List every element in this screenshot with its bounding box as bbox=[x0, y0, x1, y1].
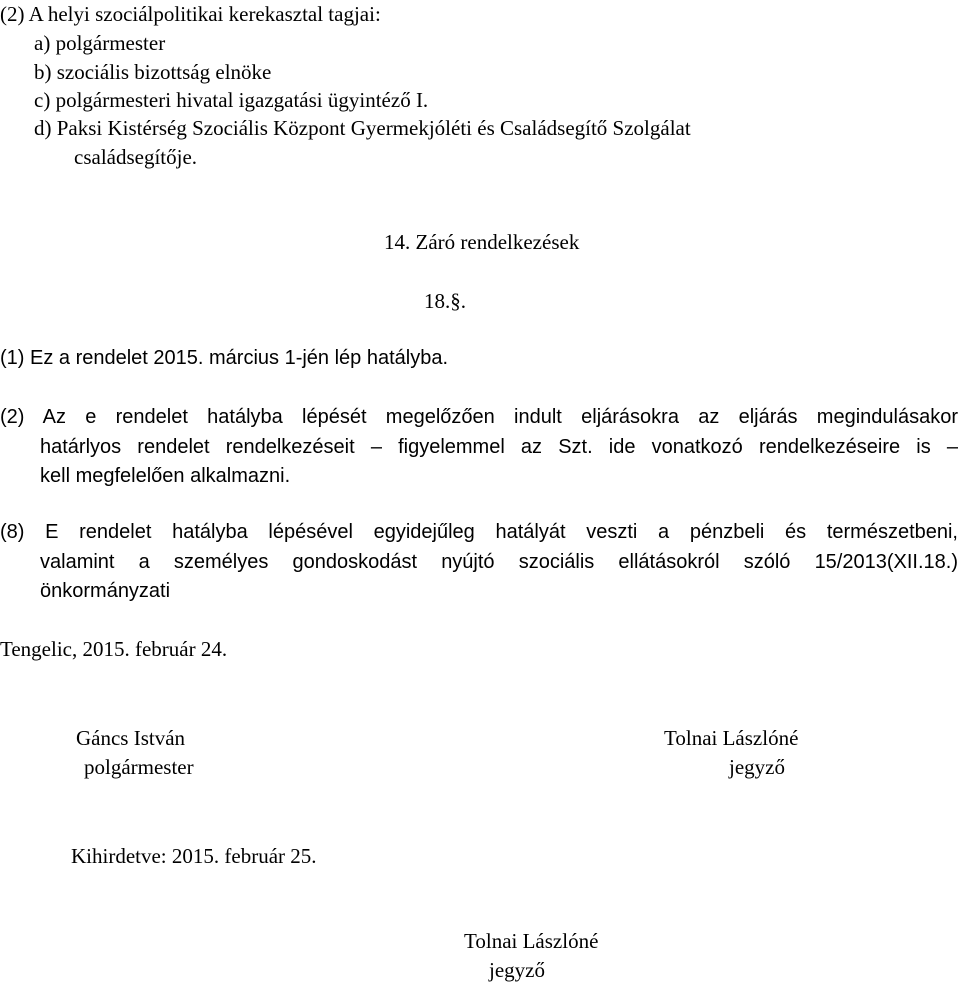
provision-8-line-1: (8) E rendelet hatályba lépésével egyidejűleg hatályát veszti a pénzbeli és természetbeni, bbox=[0, 521, 958, 543]
member-item-c: c) polgármesteri hivatal igazgatási ügyintéző I. bbox=[34, 88, 429, 112]
section-title: 14. Záró rendelkezések bbox=[384, 230, 580, 254]
paragraph-number: 18.§. bbox=[424, 289, 466, 313]
member-item-a: a) polgármester bbox=[34, 31, 166, 55]
promulgation-name: Tolnai Lászlóné bbox=[464, 929, 599, 953]
member-item-b: b) szociális bizottság elnöke bbox=[34, 60, 272, 84]
signature-right-name: Tolnai Lászlóné bbox=[664, 726, 799, 750]
promulgation-text: Kihirdetve: 2015. február 25. bbox=[71, 844, 317, 868]
member-item-d: d) Paksi Kistérség Szociális Központ Gyermekjóléti és Családsegítő Szolgálat bbox=[34, 116, 691, 140]
members-heading: (2) A helyi szociálpolitikai kerekasztal tagjai: bbox=[0, 2, 381, 26]
provision-1: (1) Ez a rendelet 2015. március 1-jén lép hatályba. bbox=[0, 347, 449, 369]
signature-right-title: jegyző bbox=[729, 755, 785, 779]
provision-2-line-3: kell megfelelően alkalmazni. bbox=[40, 465, 291, 487]
signature-left-title: polgármester bbox=[84, 755, 194, 779]
provision-8-line-3: önkormányzati bbox=[40, 580, 171, 602]
provision-2-line-1: (2) Az e rendelet hatályba lépését megelőzően indult eljárásokra az eljárás megindulásakor bbox=[0, 406, 958, 428]
place-date: Tengelic, 2015. február 24. bbox=[0, 637, 228, 661]
promulgation-title: jegyző bbox=[489, 958, 545, 982]
signature-left-name: Gáncs István bbox=[76, 726, 186, 750]
provision-2-line-2: határlyos rendelet rendelkezéseit – figyelemmel az Szt. ide vonatkozó rendelkezéseire is – bbox=[40, 436, 958, 458]
provision-8-line-2: valamint a személyes gondoskodást nyújtó szociális ellátásokról szóló 15/2013(XII.18.) bbox=[40, 551, 958, 573]
member-item-d-continued: családsegítője. bbox=[74, 145, 198, 169]
